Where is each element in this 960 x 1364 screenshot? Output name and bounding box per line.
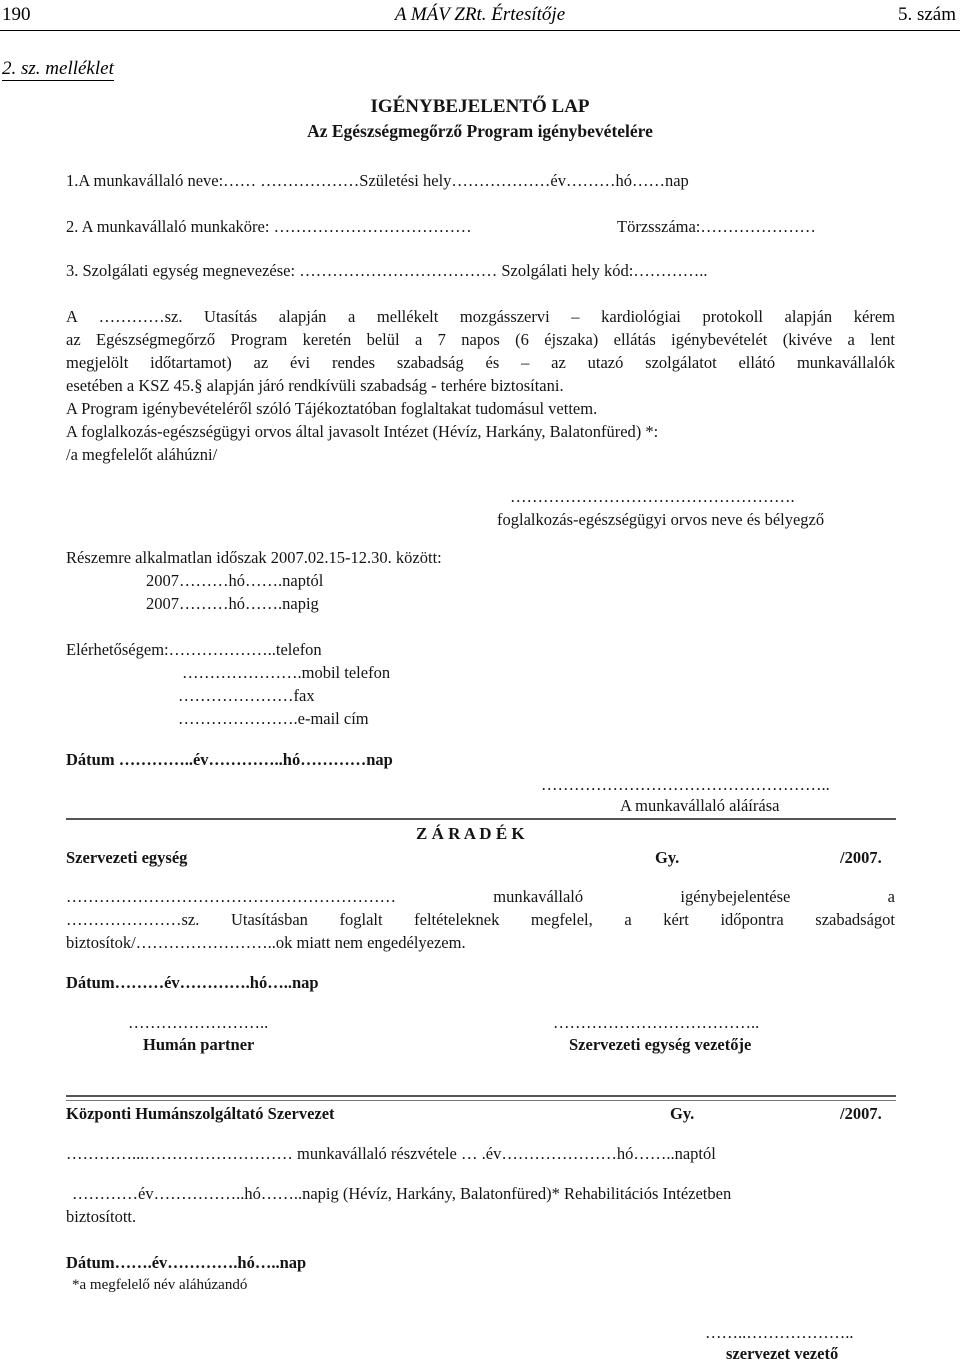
contact-email-line: ………………….e-mail cím — [178, 709, 369, 728]
employee-signature-dots: …………………………………………….. — [541, 775, 830, 794]
clause-divider — [66, 818, 896, 820]
central-provided-line: biztosított. — [66, 1207, 137, 1226]
unit-head-label: Szervezeti egység vezetője — [569, 1035, 752, 1054]
central-gy: Gy. — [670, 1104, 695, 1123]
clause-unit-label: Szervezeti egység — [66, 848, 188, 867]
clause-unit-year: /2007. — [840, 848, 882, 867]
clause-text-line: biztosítok/……………………..ok miatt nem engedélyezem. — [66, 933, 466, 952]
underline-instruction: /a megfelelőt aláhúzni/ — [66, 445, 218, 464]
unsuitable-period-to: 2007………hó…….napig — [146, 594, 319, 613]
footnote: *a megfelelő név aláhúzandó — [72, 1277, 248, 1293]
form-subtitle: Az Egészségmegőrző Program igénybevételére — [307, 121, 653, 141]
publication-title: A MÁV ZRt. Értesítője — [394, 4, 566, 25]
central-year: /2007. — [840, 1104, 882, 1123]
form-title: IGÉNYBEJELENTŐ LAP — [370, 96, 590, 117]
org-head-label: szervezet vezető — [726, 1344, 839, 1363]
request-paragraph-line: esetében a KSZ 45.§ alapján járó rendkívüli szabadság - terhére biztosítani. — [66, 376, 564, 395]
doctor-signature-dots: ……………………………………………. — [510, 487, 795, 506]
contact-fax-line: …………………fax — [178, 686, 315, 705]
annex-label: 2. sz. melléklet — [2, 58, 114, 79]
clause-unit-gy: Gy. — [655, 848, 680, 867]
job-title-line: 2. A munkavállaló munkaköre: ……………………………… — [66, 217, 472, 236]
clause-title: Z Á R A D É K — [416, 824, 525, 843]
employee-signature-label: A munkavállaló aláírása — [620, 796, 780, 815]
central-date-line: Dátum…….év………….hó…..nap — [66, 1253, 307, 1272]
central-org-label: Központi Humánszolgáltató Szervezet — [66, 1104, 335, 1123]
unsuitable-period-title: Részemre alkalmatlan időszak 2007.02.15-12.30. között: — [66, 548, 442, 567]
central-period-line: …………év……………..hó……..napig (Hévíz, Harkány, Balatonfüred)* Rehabilitációs Intézetben — [72, 1184, 732, 1203]
unit-name-line: 3. Szolgálati egység megnevezése: ……………………………… Szolgálati hely kód:………….. — [66, 261, 708, 280]
registry-number-line: Törzsszáma:………………… — [617, 217, 816, 236]
unit-head-dots: ……………………………….. — [553, 1013, 760, 1032]
issue-number: 5. szám — [897, 4, 956, 25]
request-paragraph-line: az Egészségmegőrző Program keretén belül a 7 napos (6 éjszaka) ellátás igénybevételét (kivéve a lent — [66, 330, 895, 349]
institute-line: A foglalkozás-egészségügyi orvos által javasolt Intézet (Hévíz, Harkány, Balatonfüred) *: — [66, 422, 659, 441]
employee-date-line: Dátum …………..év…………..hó…………nap — [66, 750, 393, 769]
central-participation-line: …………...……………………… munkavállaló részvétele … .év…………………hó……..naptól — [66, 1144, 716, 1163]
hr-partner-dots: …………………….. — [128, 1013, 269, 1032]
contact-mobile-line: ………………….mobil telefon — [182, 663, 391, 682]
doctor-signature-label: foglalkozás-egészségügyi orvos neve és bélyegző — [497, 510, 825, 529]
page-number: 190 — [2, 4, 31, 25]
unsuitable-period-from: 2007………hó…….naptól — [146, 571, 324, 590]
org-head-dots: ……..……………….. — [705, 1323, 854, 1342]
employee-name-line: 1.A munkavállaló neve:…… ………………Születési hely………………év………hó……nap — [66, 171, 689, 190]
clause-text-line: …………………………………………………… munkavállaló igénybejelentése a — [66, 887, 895, 906]
clause-text-line: …………………sz. Utasításban foglalt feltételeknek megfelel, a kért időpontra szabadságot — [66, 910, 895, 929]
central-divider — [66, 1095, 896, 1097]
hr-partner-label: Humán partner — [143, 1035, 255, 1054]
request-paragraph-line: A …………sz. Utasítás alapján a mellékelt mozgásszervi – kardiológiai protokoll alapján kérem — [66, 307, 895, 326]
acknowledgement-line: A Program igénybevételéről szóló Tájékoztatóban foglaltakat tudomásul vettem. — [66, 399, 598, 418]
clause-date-line: Dátum………év………….hó…..nap — [66, 973, 319, 992]
request-paragraph-line: megjelölt időtartamot) az évi rendes szabadság és – az utazó szolgálatot ellátó munkavállalók — [66, 353, 895, 372]
central-divider-thin — [66, 1100, 896, 1101]
contact-phone-line: Elérhetőségem:………………..telefon — [66, 640, 322, 659]
